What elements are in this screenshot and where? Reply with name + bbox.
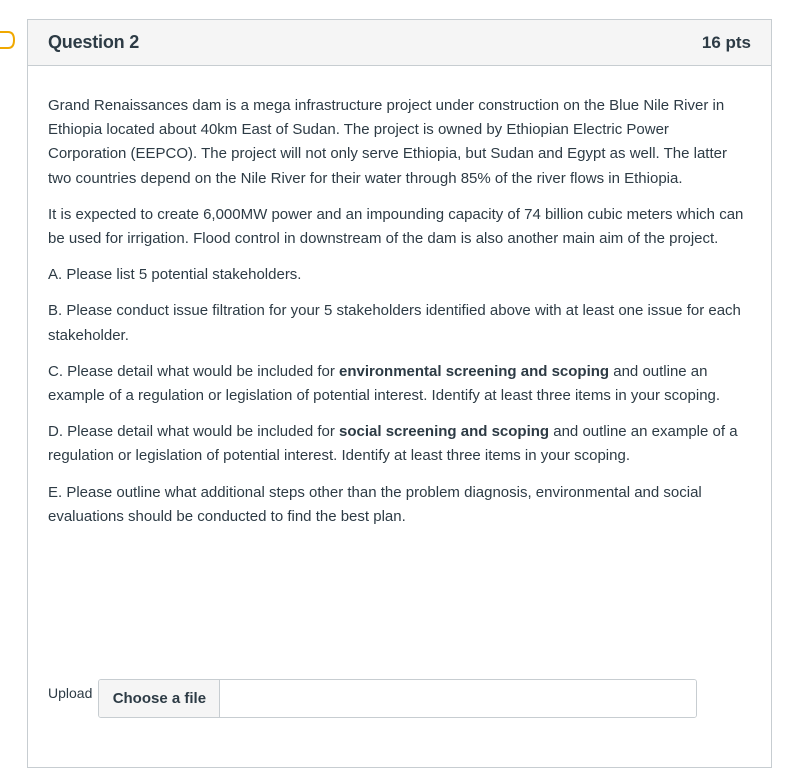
question-item-e: E. Please outline what additional steps other than the problem diagnosis, environmental and social evaluations should be conducted to find the best plan. <box>48 483 702 525</box>
question-flag-icon[interactable] <box>0 31 18 49</box>
item-d-suffix: and outline an example of a regulation or legislation of potential interest. Identify at least three items in your scoping. <box>48 423 738 465</box>
question-text <box>28 66 771 529</box>
question-header <box>28 20 771 66</box>
item-c-bold: environmental screening and scoping <box>339 362 610 380</box>
file-upload-field[interactable] <box>98 679 697 718</box>
question-item-c <box>48 360 751 408</box>
question-card <box>27 19 772 768</box>
choose-file-button[interactable]: Choose a file <box>99 680 220 717</box>
item-d-bold: social screening and scoping <box>339 423 550 441</box>
upload-row <box>48 679 697 718</box>
item-d-prefix: D. Please detail what would be included for <box>48 423 340 441</box>
question-points: 16 pts <box>701 32 751 52</box>
upload-label: Upload <box>48 685 93 701</box>
question-paragraph: It is expected to create 6,000MW power and an impounding capacity of 74 billion cubic meters which can be used for irrigation. Flood control in downstream of the dam is also another main aim of the project. <box>48 205 744 248</box>
selected-file-name[interactable] <box>220 680 696 717</box>
question-title: Question 2 <box>48 32 140 52</box>
question-item-b: B. Please conduct issue filtration for your 5 stakeholders identified above with at least one issue for each stakeholder. <box>48 302 741 344</box>
item-c-suffix: and outline an example of a regulation or legislation of potential interest. Identify at least three items in your scoping. <box>48 362 721 405</box>
question-item-d <box>48 420 751 468</box>
question-paragraph: Grand Renaissances dam is a mega infrastructure project under construction on the Blue Nile River in Ethiopia located about 40km East of Sudan. The project is owned by Ethiopian Electric Power Corporation (EEPCO). The project will not only serve Ethiopia, but Sudan and Egypt as well. The latter two countries depend on the Nile River for their water through 85% of the river flows in Ethiopia. <box>48 97 727 187</box>
item-c-prefix: C. Please detail what would be included for <box>48 362 340 380</box>
question-item-a: A. Please list 5 potential stakeholders. <box>48 266 302 284</box>
